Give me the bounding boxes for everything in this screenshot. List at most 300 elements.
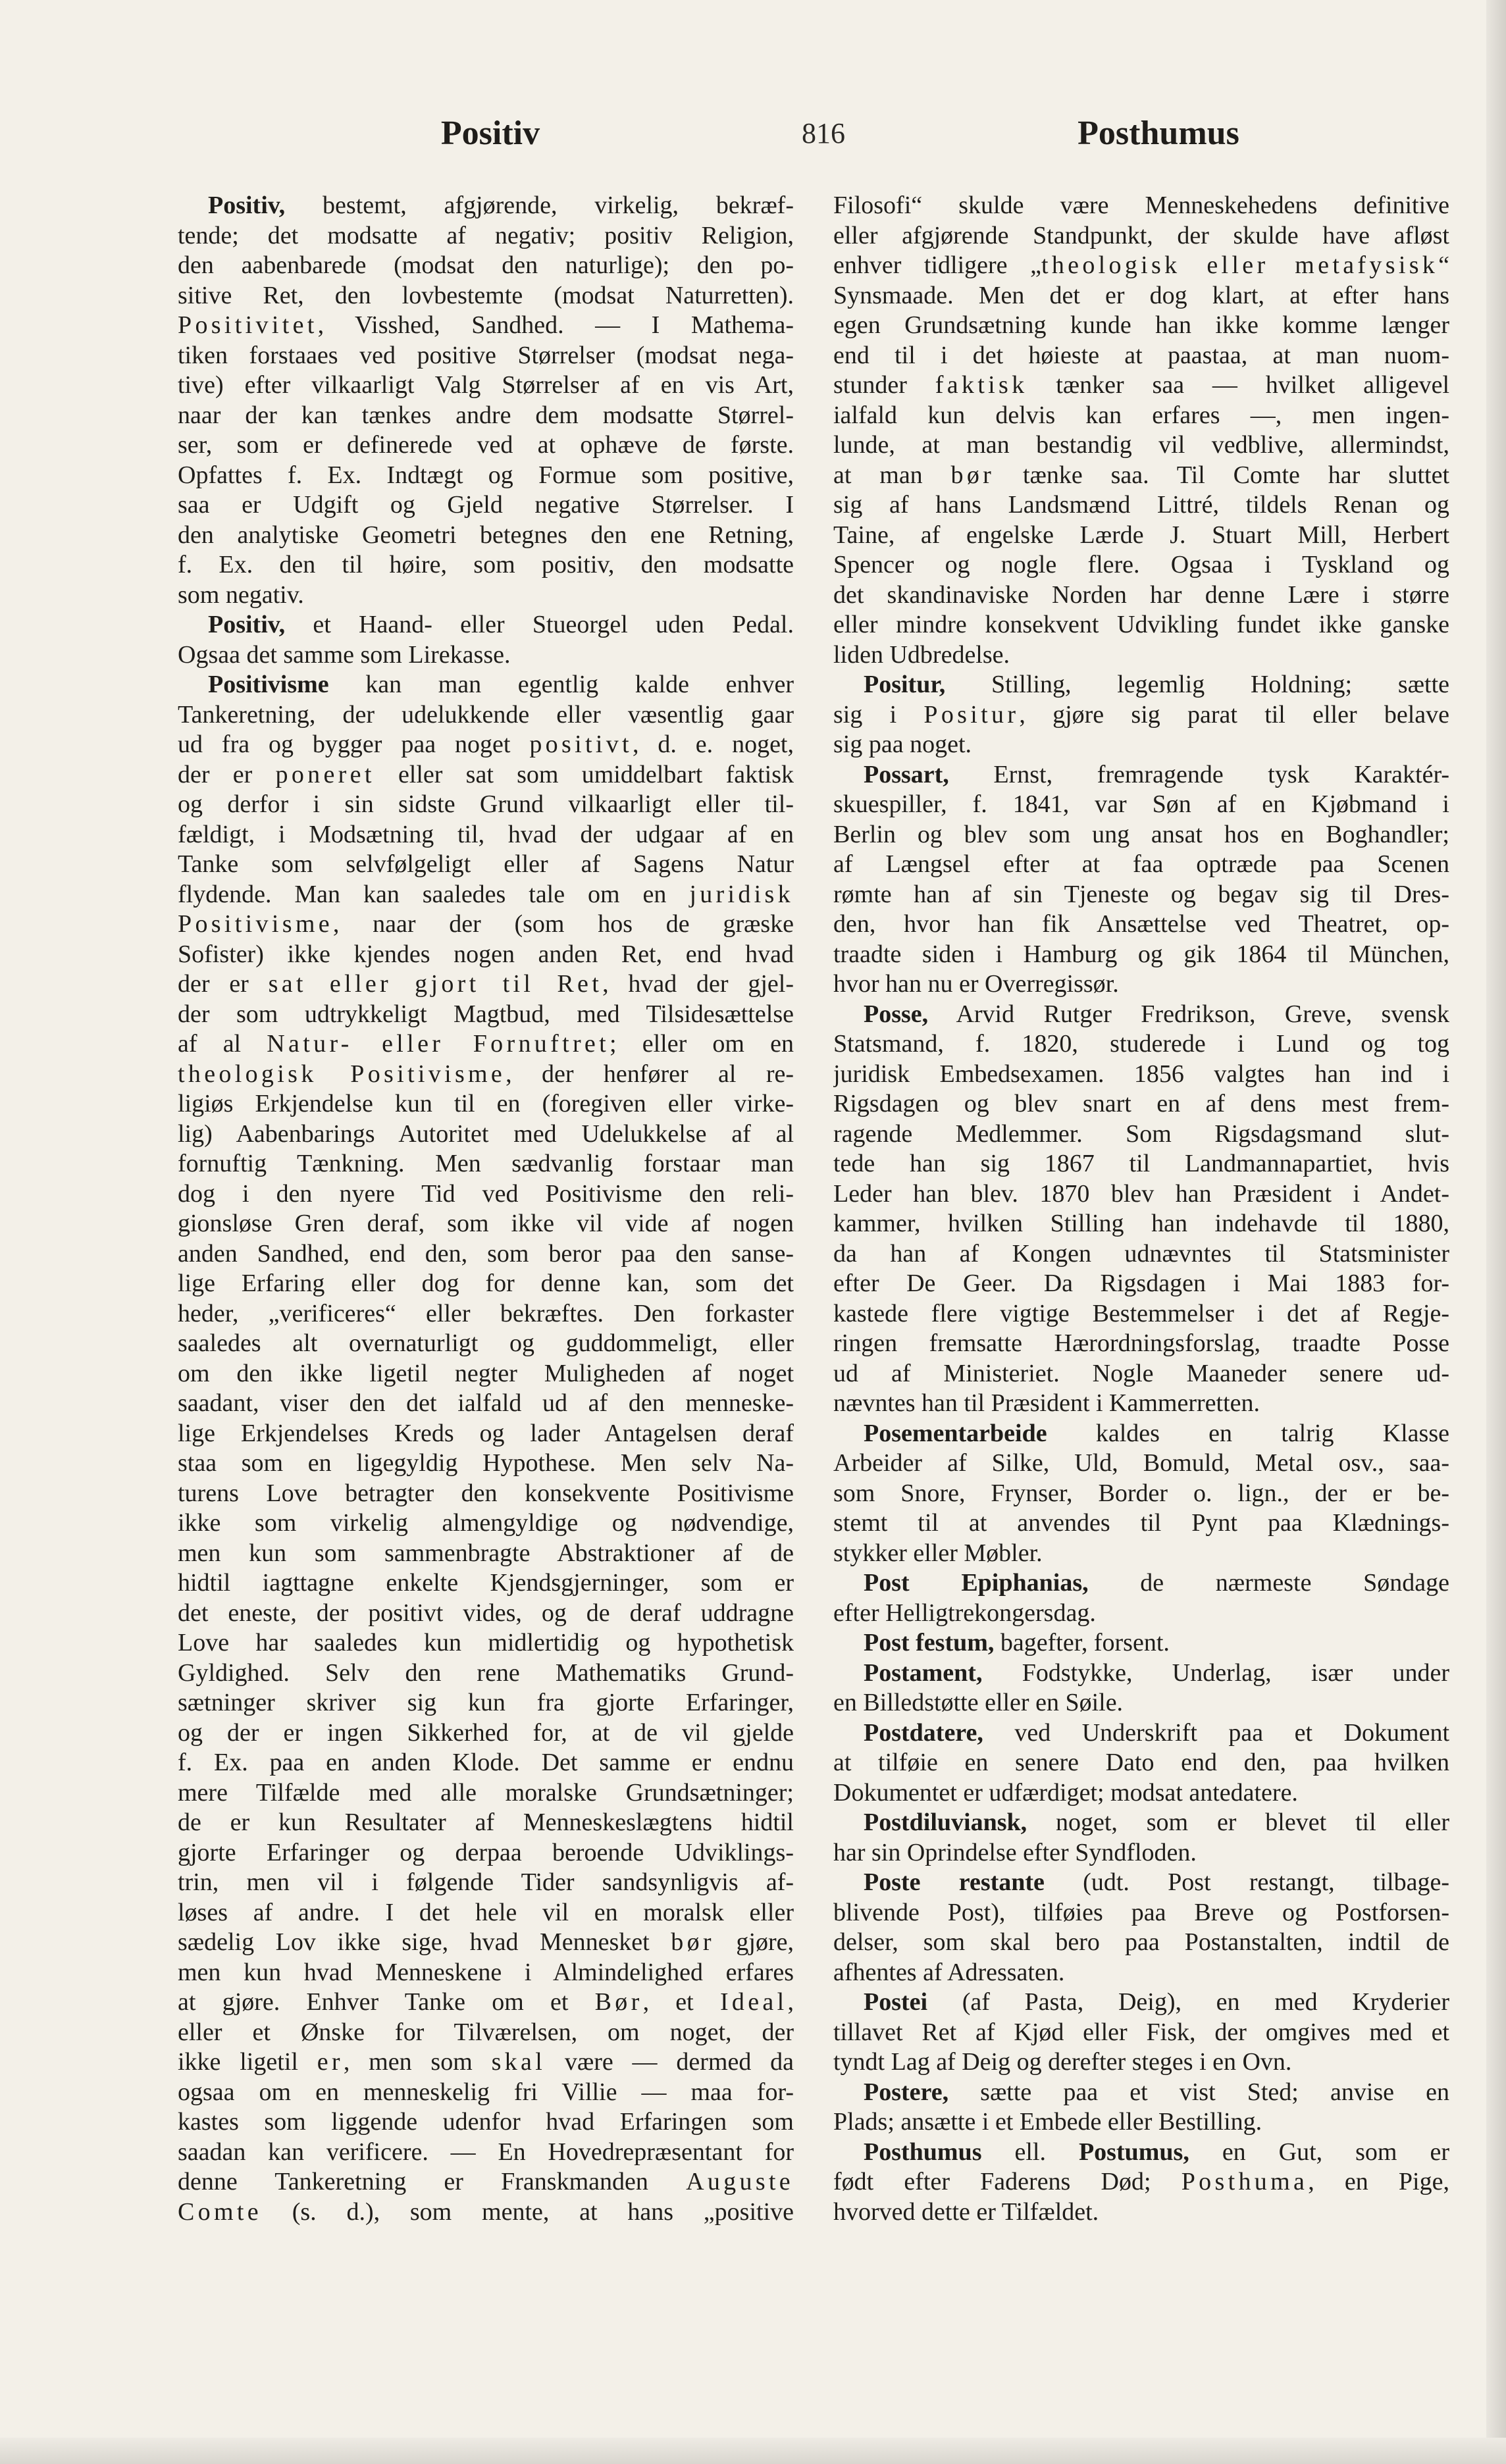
dictionary-entry xyxy=(833,1568,1449,1628)
line-text: hvorved dette er Tilfældet. xyxy=(833,2197,1099,2226)
line-text: da han af Kongen udnævntes til Statsminister xyxy=(833,1239,1449,1268)
dictionary-entry xyxy=(833,2138,1449,2228)
text-line xyxy=(833,1299,1449,1329)
text-line xyxy=(178,1449,794,1479)
line-text: der som udtrykkeligt Magtbud, med Tilsidesættelse xyxy=(178,1000,794,1028)
line-text: trin, men vil i følgende Tider sandsynligvis af- xyxy=(178,1868,794,1896)
text-line xyxy=(178,790,794,820)
text-line xyxy=(833,730,1449,760)
line-text: sig paa noget. xyxy=(833,731,972,758)
line-text: Ogsaa det samme som Lirekasse. xyxy=(178,640,511,669)
text-line xyxy=(833,521,1449,551)
line-text: staa som en ligegyldig Hypothese. Men selv Na- xyxy=(178,1449,794,1477)
line-text: stunder xyxy=(833,371,935,399)
text-line xyxy=(178,550,794,580)
text-line xyxy=(178,401,794,431)
line-text: født efter Faderens Død; xyxy=(833,2168,1181,2195)
text-line xyxy=(833,1688,1449,1718)
emphasized-text: faktisk xyxy=(935,371,1028,399)
text-line xyxy=(178,1988,794,2018)
text-line xyxy=(178,1628,794,1658)
text-line xyxy=(833,790,1449,820)
line-text: Tankeretning, der udelukkende eller væsentlig gaar xyxy=(178,700,794,729)
dictionary-entry xyxy=(833,2078,1449,2138)
line-text: delser, som skal bero paa Postanstalten, indtil de xyxy=(833,1928,1449,1956)
text-line xyxy=(178,1029,794,1060)
line-text: f. Ex. den til høire, som positiv, den modsatte xyxy=(178,551,794,578)
text-line xyxy=(833,1628,1449,1658)
text-line xyxy=(833,1029,1449,1060)
text-line xyxy=(833,940,1449,970)
line-text: efter De Geer. Da Rigsdagen i Mai 1883 for- xyxy=(833,1270,1449,1297)
line-text: eller afgjørende Standpunkt, der skulde have afløst xyxy=(833,221,1449,249)
line-text: turens Love betragter den konsekvente Positivisme xyxy=(178,1479,794,1507)
text-line xyxy=(833,1568,1449,1599)
line-text: Arbeider af Silke, Uld, Bomuld, Metal osv., saa- xyxy=(833,1449,1449,1477)
line-text: ragende Medlemmer. Som Rigsdagsmand slut- xyxy=(833,1119,1449,1148)
headword: Poste restante xyxy=(864,1868,1045,1896)
line-text: kan man egentlig kalde enhver xyxy=(328,671,794,698)
line-text: kastes som liggende udenfor hvad Erfaringen som xyxy=(178,2108,794,2136)
emphasized-text: er xyxy=(317,2048,344,2076)
line-text: et Haand- eller Stueorgel uden Pedal. xyxy=(285,611,794,638)
text-line xyxy=(833,2078,1449,2108)
line-text: afhentes af Adressaten. xyxy=(833,1958,1065,1986)
dictionary-entry xyxy=(178,610,794,670)
line-text: gjøre, xyxy=(714,1928,794,1956)
text-line xyxy=(833,341,1449,371)
text-line xyxy=(833,191,1449,221)
emphasized-text: bør xyxy=(671,1928,715,1956)
text-line xyxy=(833,1658,1449,1689)
emphasized-text: sat eller gjort til Ret xyxy=(268,970,603,998)
line-text: men kun som sammenbragte Abstraktioner af de xyxy=(178,1539,794,1567)
line-text: efter Helligtrekongersdag. xyxy=(833,1599,1096,1627)
text-line xyxy=(833,850,1449,880)
scan-edge-bottom xyxy=(0,2438,1506,2464)
text-line xyxy=(833,1149,1449,1179)
line-text: heder, „verificeres“ eller bekræftes. Den forkaster xyxy=(178,1299,794,1327)
dictionary-entry xyxy=(833,1419,1449,1569)
text-line xyxy=(833,1359,1449,1389)
running-head-right: Posthumus xyxy=(1078,115,1239,152)
line-text: gionsløse Gren deraf, som ikke vil vide af nogen xyxy=(178,1210,794,1237)
line-text: ikke ligetil xyxy=(178,2048,317,2076)
text-line xyxy=(833,1958,1449,1988)
line-text: egen Grundsætning kunde han ikke komme længer xyxy=(833,311,1449,339)
line-text: Ernst, fremragende tysk Karaktér- xyxy=(948,760,1449,788)
text-line xyxy=(178,2138,794,2168)
text-line xyxy=(178,1508,794,1539)
line-text: bestemt, afgjørende, virkelig, bekræf- xyxy=(285,192,794,219)
line-text: Spencer og nogle flere. Ogsaa i Tyskland og xyxy=(833,551,1449,578)
line-text: ialfald kun delvis kan erfares —, men ingen- xyxy=(833,401,1449,429)
dictionary-entry xyxy=(833,1988,1449,2078)
text-line xyxy=(833,2197,1449,2228)
dictionary-entry xyxy=(178,191,794,610)
text-line xyxy=(178,670,794,700)
line-text: kammer, hvilken Stilling han indehavde til 1880, xyxy=(833,1210,1449,1237)
text-line xyxy=(178,1808,794,1838)
text-line xyxy=(833,2107,1449,2138)
line-text: fældigt, i Modsætning til, hvad der udgaar af en xyxy=(178,820,794,848)
line-text: tede han sig 1867 til Landmannapartiet, hvis xyxy=(833,1150,1449,1177)
text-line xyxy=(833,1000,1449,1030)
text-line xyxy=(833,1119,1449,1150)
line-text: enhver tidligere „ xyxy=(833,251,1041,279)
line-text: Gyldighed. Selv den rene Mathematiks Grund- xyxy=(178,1658,794,1687)
text-line xyxy=(178,1359,794,1389)
line-text: ; eller om en xyxy=(610,1030,794,1058)
text-line xyxy=(833,550,1449,580)
line-text: Taine, af engelske Lærde J. Stuart Mill, Herbert xyxy=(833,521,1449,549)
line-text: Dokumentet er udfærdiget; modsat antedatere. xyxy=(833,1778,1298,1807)
text-line xyxy=(178,1958,794,1988)
line-text: sædelig Lov ikke sige, hvad Mennesket xyxy=(178,1928,671,1956)
text-line xyxy=(178,341,794,371)
dictionary-entry xyxy=(178,670,794,2227)
text-line xyxy=(178,580,794,611)
line-text: de er kun Resultater af Menneskeslægtens hidtil xyxy=(178,1809,794,1836)
line-text: traadte siden i Hamburg og gik 1864 til München, xyxy=(833,940,1449,968)
headword: Postdatere, xyxy=(864,1718,983,1747)
text-line xyxy=(833,1209,1449,1239)
line-text: sig af hans Landsmænd Littré, tildels Renan og xyxy=(833,491,1449,519)
text-line xyxy=(833,1449,1449,1479)
line-text: Tanke som selvfølgeligt eller af Sagens Natur xyxy=(178,850,794,878)
text-line xyxy=(833,640,1449,671)
page-number: 816 xyxy=(802,117,845,149)
text-line xyxy=(833,1089,1449,1119)
dictionary-entry xyxy=(833,1628,1449,1658)
headword: Posementarbeide xyxy=(864,1419,1047,1447)
line-text: Sofister) ikke kjendes nogen anden Ret, end hvad xyxy=(178,940,794,968)
text-line xyxy=(178,2047,794,2078)
line-text: Synsmaade. Men det er dog klart, at efter hans xyxy=(833,281,1449,309)
line-text: , gjøre sig parat til eller belave xyxy=(1019,700,1449,729)
line-text: naar der kan tænkes andre dem modsatte Størrel- xyxy=(178,401,794,429)
line-text: at man xyxy=(833,461,951,489)
line-text: ved Underskrift paa et Dokument xyxy=(983,1718,1449,1747)
text-line xyxy=(833,1389,1449,1419)
line-text: saaledes alt overnaturligt og guddommeligt, eller xyxy=(178,1329,794,1357)
text-line xyxy=(178,1239,794,1270)
line-text: tænke saa. Til Comte har sluttet xyxy=(995,461,1449,489)
line-text: rømte han af sin Tjeneste og begav sig til Dres- xyxy=(833,880,1449,908)
line-text: ogsaa om en menneskelig fri Villie — maa for- xyxy=(178,2078,794,2106)
line-text: hvor han nu er Overregissør. xyxy=(833,970,1119,998)
running-head-left: Positiv xyxy=(440,115,540,152)
text-line xyxy=(833,311,1449,341)
text-line xyxy=(178,2107,794,2138)
text-line xyxy=(178,640,794,671)
line-text: være — dermed da xyxy=(546,2048,794,2076)
line-text: stemt til at anvendes til Pynt paa Klædnings- xyxy=(833,1509,1449,1537)
line-text: som negativ. xyxy=(178,580,304,609)
line-text: af al xyxy=(178,1030,267,1058)
text-line xyxy=(178,880,794,910)
text-line xyxy=(833,371,1449,401)
text-line xyxy=(833,401,1449,431)
text-line xyxy=(178,1149,794,1179)
line-text: sætninger skriver sig kun fra gjorte Erfaringer, xyxy=(178,1689,794,1716)
line-text: Statsmand, f. 1820, studerede i Lund og tog xyxy=(833,1030,1449,1058)
line-text: ringen fremsatte Hærordningsforslag, traadte Posse xyxy=(833,1329,1449,1357)
line-text: ligiøs Erkjendelse kun til en (foregiven eller virke- xyxy=(178,1090,794,1117)
headword: Posthumus xyxy=(864,2138,982,2166)
dictionary-entry xyxy=(833,1718,1449,1809)
line-text: , der henfører al re- xyxy=(506,1060,794,1088)
text-line xyxy=(178,969,794,1000)
line-text: kaldes en talrig Klasse xyxy=(1047,1419,1449,1447)
line-text: denne Tankeretning er Franskmanden xyxy=(178,2168,687,2195)
line-text: eller mindre konsekvent Udvikling fundet ikke ganske xyxy=(833,611,1449,638)
emphasized-text: Positivisme xyxy=(178,910,333,938)
line-text: men kun hvad Menneskene i Almindelighed erfares xyxy=(178,1958,794,1986)
text-line xyxy=(833,461,1449,491)
line-text: , d. e. noget, xyxy=(632,731,794,758)
text-line xyxy=(833,2167,1449,2197)
line-text: den aabenbarede (modsat den naturlige); den po- xyxy=(178,251,794,279)
text-line xyxy=(178,700,794,731)
line-text: der er xyxy=(178,970,269,998)
text-line xyxy=(178,1688,794,1718)
text-line xyxy=(833,1838,1449,1868)
text-line xyxy=(833,1419,1449,1449)
text-line xyxy=(178,2078,794,2108)
line-text: tyndt Lag af Deig og derefter steges i en Ovn. xyxy=(833,2048,1292,2076)
text-line xyxy=(833,1868,1449,1898)
text-line xyxy=(178,1539,794,1569)
line-text: (udt. Post restangt, tilbage- xyxy=(1044,1868,1449,1896)
emphasized-text: Posthuma xyxy=(1181,2168,1309,2195)
line-text: ser, som er definerede ved at ophæve de første. xyxy=(178,431,794,459)
emphasized-text: Auguste xyxy=(686,2168,794,2195)
line-text: nævntes han til Præsident i Kammerretten. xyxy=(833,1389,1260,1417)
text-line xyxy=(833,1329,1449,1359)
line-text: Leder han blev. 1870 blev han Præsident i Andet- xyxy=(833,1179,1449,1208)
text-line xyxy=(178,1299,794,1329)
line-text: Filosofi“ skulde være Menneskehedens definitive xyxy=(833,192,1449,219)
line-text: og der er ingen Sikkerhed for, at de vil gjelde xyxy=(178,1718,794,1747)
headword: Postei xyxy=(864,1988,928,2016)
scan-edge-right xyxy=(1486,0,1506,2464)
line-text: tiken forstaaes ved positive Størrelser (modsat nega- xyxy=(178,341,794,369)
line-text: saadan kan verificere. — En Hovedrepræsentant for xyxy=(178,2138,794,2166)
line-text: de nærmeste Søndage xyxy=(1088,1569,1449,1597)
line-text: Fodstykke, Underlag, især under xyxy=(982,1658,1449,1687)
text-line xyxy=(178,1089,794,1119)
text-line xyxy=(178,1479,794,1509)
text-line xyxy=(833,1988,1449,2018)
emphasized-text: Positivitet xyxy=(178,311,318,339)
emphasized-text: Ideal xyxy=(719,1988,788,2016)
text-line xyxy=(833,910,1449,940)
line-text: eller sat som umiddelbart faktisk xyxy=(375,760,794,788)
line-text: som Snore, Frynser, Border o. lign., der er be- xyxy=(833,1479,1449,1507)
text-line xyxy=(178,1389,794,1419)
line-text: kastede flere vigtige Bestemmelser i det af Regje- xyxy=(833,1299,1449,1327)
text-line xyxy=(178,281,794,311)
line-text: dog i den nyere Tid ved Positivisme den reli- xyxy=(178,1179,794,1208)
line-text: stykker eller Møbler. xyxy=(833,1539,1043,1567)
line-text: har sin Oprindelse efter Syndfloden. xyxy=(833,1838,1197,1866)
text-line xyxy=(178,1209,794,1239)
headword: Postumus, xyxy=(1078,2138,1189,2166)
line-text: hidtil iagttagne enkelte Kjendsgjerninger, som er xyxy=(178,1569,794,1597)
line-text: liden Udbredelse. xyxy=(833,640,1010,669)
text-line xyxy=(833,670,1449,700)
dictionary-entry xyxy=(833,1658,1449,1718)
line-text: Rigsdagen og blev snart en af dens mest frem- xyxy=(833,1090,1449,1117)
line-text: tænker saa — hvilket alligevel xyxy=(1027,371,1449,399)
emphasized-text: positivt xyxy=(529,731,633,758)
text-line xyxy=(833,1599,1449,1629)
line-text: , naar der (som hos de græske xyxy=(332,910,794,938)
line-text: , Visshed, Sandhed. — I Mathema- xyxy=(317,311,794,339)
line-text: lig) Aabenbarings Autoritet med Udelukkelse af al xyxy=(178,1119,794,1148)
dictionary-entry xyxy=(833,670,1449,760)
line-text: at tilføie en senere Dato end den, paa hvilken xyxy=(833,1749,1449,1776)
line-text: det eneste, der positivt vides, og de deraf uddragne xyxy=(178,1599,794,1627)
text-line xyxy=(833,1508,1449,1539)
text-line xyxy=(178,521,794,551)
text-line xyxy=(833,2018,1449,2048)
headword: Postdiluviansk, xyxy=(864,1809,1027,1836)
text-line xyxy=(178,1838,794,1868)
text-line xyxy=(178,1568,794,1599)
line-text: tive) efter vilkaarligt Valg Størrelser af en vis Art, xyxy=(178,371,794,399)
text-line xyxy=(833,2047,1449,2078)
text-line xyxy=(178,2018,794,2048)
line-text: gjorte Erfaringer og derpaa beroende Udviklings- xyxy=(178,1838,794,1866)
emphasized-text: theologisk eller metafysisk xyxy=(1041,251,1439,279)
text-line xyxy=(833,969,1449,1000)
line-text: noget, som er blevet til eller xyxy=(1027,1809,1449,1836)
text-line xyxy=(178,371,794,401)
line-text: , hvad der gjel- xyxy=(602,970,794,998)
text-line xyxy=(178,910,794,940)
dictionary-entry xyxy=(833,760,1449,1000)
line-text: eller et Ønske for Tilværelsen, om noget, der xyxy=(178,2018,794,2046)
headword: Post Epiphanias, xyxy=(864,1569,1089,1597)
line-text: ud af Ministeriet. Nogle Maaneder senere ud- xyxy=(833,1359,1449,1387)
line-text: (s. d.), som mente, at hans „positive xyxy=(261,2197,794,2226)
line-text: lunde, at man bestandig vil vedblive, allermindst, xyxy=(833,431,1449,459)
text-line xyxy=(178,251,794,281)
text-line xyxy=(178,1898,794,1928)
line-text: at gjøre. Enhver Tanke om et xyxy=(178,1988,595,2016)
text-line xyxy=(178,1718,794,1749)
line-text: lige Erfaring eller dog for denne kan, som det xyxy=(178,1270,794,1297)
text-line xyxy=(178,1778,794,1809)
emphasized-text: poneret xyxy=(275,760,375,788)
line-text: en Billedstøtte eller en Søile. xyxy=(833,1689,1124,1716)
text-line xyxy=(833,1269,1449,1299)
text-line xyxy=(178,2167,794,2197)
line-text: juridisk Embedsexamen. 1856 valgtes han ind i xyxy=(833,1060,1449,1088)
line-text: den analytiske Geometri betegnes den ene Retning, xyxy=(178,521,794,549)
text-line xyxy=(178,490,794,521)
left-column xyxy=(178,191,794,2227)
line-text: og derfor i sin sidste Grund vilkaarligt eller til- xyxy=(178,790,794,818)
line-text: ikke som virkelig almengyldige og nødvendige, xyxy=(178,1509,794,1537)
text-line xyxy=(833,1928,1449,1958)
text-line xyxy=(178,820,794,850)
line-text: , men som xyxy=(343,2048,492,2076)
text-line xyxy=(833,1179,1449,1210)
line-text: Stilling, legemlig Holdning; sætte xyxy=(945,671,1449,698)
text-line xyxy=(178,850,794,880)
text-line xyxy=(833,2138,1449,2168)
text-line xyxy=(178,1748,794,1778)
headword: Positivisme xyxy=(208,671,329,698)
line-text: f. Ex. paa en anden Klode. Det samme er endnu xyxy=(178,1749,794,1776)
text-line xyxy=(178,1119,794,1150)
text-line xyxy=(833,221,1449,251)
text-line xyxy=(178,191,794,221)
text-line xyxy=(833,430,1449,461)
line-text: den, hvor han fik Ansættelse ved Theatret, op- xyxy=(833,910,1449,938)
text-line xyxy=(178,1658,794,1689)
line-text: Opfattes f. Ex. Indtægt og Formue som positive, xyxy=(178,461,794,489)
line-text: Love har saaledes kun midlertidig og hypothetisk xyxy=(178,1629,794,1656)
text-line xyxy=(178,430,794,461)
line-text: ell. xyxy=(981,2138,1079,2166)
line-text: ud fra og bygger paa noget xyxy=(178,731,530,758)
line-text: løses af andre. I det hele vil en moralsk eller xyxy=(178,1898,794,1926)
right-column xyxy=(833,191,1449,2227)
line-text: Arvid Rutger Fredrikson, Greve, svensk xyxy=(928,1000,1449,1028)
emphasized-text: skal xyxy=(491,2048,546,2076)
text-line xyxy=(178,1269,794,1299)
line-text: saa er Udgift og Gjeld negative Størrelser. I xyxy=(178,491,794,519)
text-line xyxy=(178,760,794,790)
line-text: blivende Post), tilføies paa Breve og Postforsen- xyxy=(833,1898,1449,1926)
line-text: sitive Ret, den lovbestemte (modsat Naturretten). xyxy=(178,281,794,309)
line-text: sætte paa et vist Sted; anvise en xyxy=(948,2078,1449,2106)
text-line xyxy=(178,940,794,970)
headword: Positiv, xyxy=(208,611,286,638)
headword: Postament, xyxy=(864,1658,983,1687)
text-line xyxy=(833,610,1449,640)
text-line xyxy=(833,580,1449,611)
text-line xyxy=(833,1778,1449,1809)
text-line xyxy=(833,1898,1449,1928)
emphasized-text: bør xyxy=(950,461,995,489)
text-line xyxy=(178,1928,794,1958)
line-text: sig i xyxy=(833,700,924,729)
text-line xyxy=(833,251,1449,281)
text-line xyxy=(178,1179,794,1210)
line-text: , en Pige, xyxy=(1308,2168,1449,2195)
headword: Positiv, xyxy=(208,192,286,219)
text-line xyxy=(178,311,794,341)
emphasized-text: Bør xyxy=(594,1988,643,2016)
text-line xyxy=(178,1000,794,1030)
text-line xyxy=(178,610,794,640)
line-text: tillavet Ret af Kjød eller Fisk, der omgives med et xyxy=(833,2018,1449,2046)
text-line xyxy=(833,1808,1449,1838)
line-text: af Længsel efter at faa optræde paa Scenen xyxy=(833,850,1449,878)
headword: Possart, xyxy=(864,760,949,788)
line-text: mere Tilfælde med alle moralske Grundsætninger; xyxy=(178,1778,794,1807)
headword: Positur, xyxy=(864,671,946,698)
line-text: , et xyxy=(642,1988,720,2016)
line-text: Berlin og blev som ung ansat hos en Boghandler; xyxy=(833,820,1449,848)
text-line xyxy=(833,281,1449,311)
line-text: bagefter, forsent. xyxy=(994,1629,1170,1656)
